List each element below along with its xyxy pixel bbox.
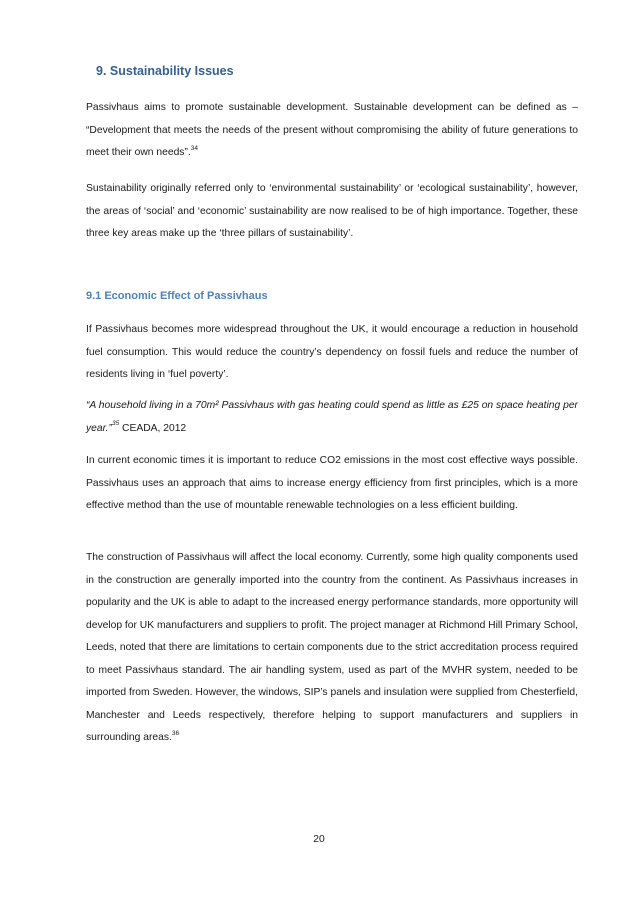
paragraph-text: Passivhaus aims to promote sustainable development. Sustainable development can be defined as – “Development that meets the needs of the present without compromising the ability of future generations to meet their own needs”. xyxy=(86,102,578,158)
quote-text: “A household living in a 70m² Passivhaus with gas heating could spend as little as £25 on space heating per year.” xyxy=(86,400,578,434)
subsection-heading: 9.1 Economic Effect of Passivhaus xyxy=(86,290,268,302)
paragraph-co2-emissions: In current economic times it is important to reduce CO2 emissions in the most cost effective ways possible. Passivhaus uses an approach that aims to increase energy efficiency from first principles, which is a more effective method than the use of mountable renewable technologies on a less efficient building. xyxy=(86,455,578,511)
footnote-ref: 34 xyxy=(190,144,198,152)
section-heading: 9. Sustainability Issues xyxy=(96,64,234,78)
paragraph-local-economy xyxy=(86,547,578,750)
quote-citation: CEADA, 2012 xyxy=(119,422,187,434)
paragraph-text: The construction of Passivhaus will affect the local economy. Currently, some high quality components used in the construction are generally imported into the country from the continent. As Passivhaus increases in popularity and the UK is able to adapt to the increased energy performance standards, more opportunity will develop for UK manufacturers and suppliers to profit. The project manager at Richmond Hill Primary School, Leeds, noted that there are limitations to certain components due to the strict accreditation process required to meet Passivhaus standard. The air handling system, used as part of the MVHR system, needed to be imported from Sweden. However, the windows, SIP’s panels and insulation were supplied from Chesterfield, Manchester and Leeds respectively, therefore helping to support manufacturers and suppliers in surrounding areas. xyxy=(86,552,578,743)
footnote-ref: 36 xyxy=(171,729,180,737)
quote-paragraph xyxy=(86,395,578,440)
intro-paragraph-pillars: Sustainability originally referred only to ‘environmental sustainability’ or ‘ecological sustainability’, however, the areas of ‘social’ and ‘economic’ sustainability are now realised to be of high importance. Together, these three key areas make up the ‘three pillars of sustainability’. xyxy=(86,183,578,239)
intro-paragraph-definition xyxy=(86,97,578,165)
footnote-ref: 35 xyxy=(111,420,120,428)
page-number: 20 xyxy=(313,834,325,845)
paragraph-fuel-consumption: If Passivhaus becomes more widespread throughout the UK, it would encourage a reduction in household fuel consumption. This would reduce the country’s dependency on fossil fuels and reduce the number of residents living in ‘fuel poverty’. xyxy=(86,324,578,380)
